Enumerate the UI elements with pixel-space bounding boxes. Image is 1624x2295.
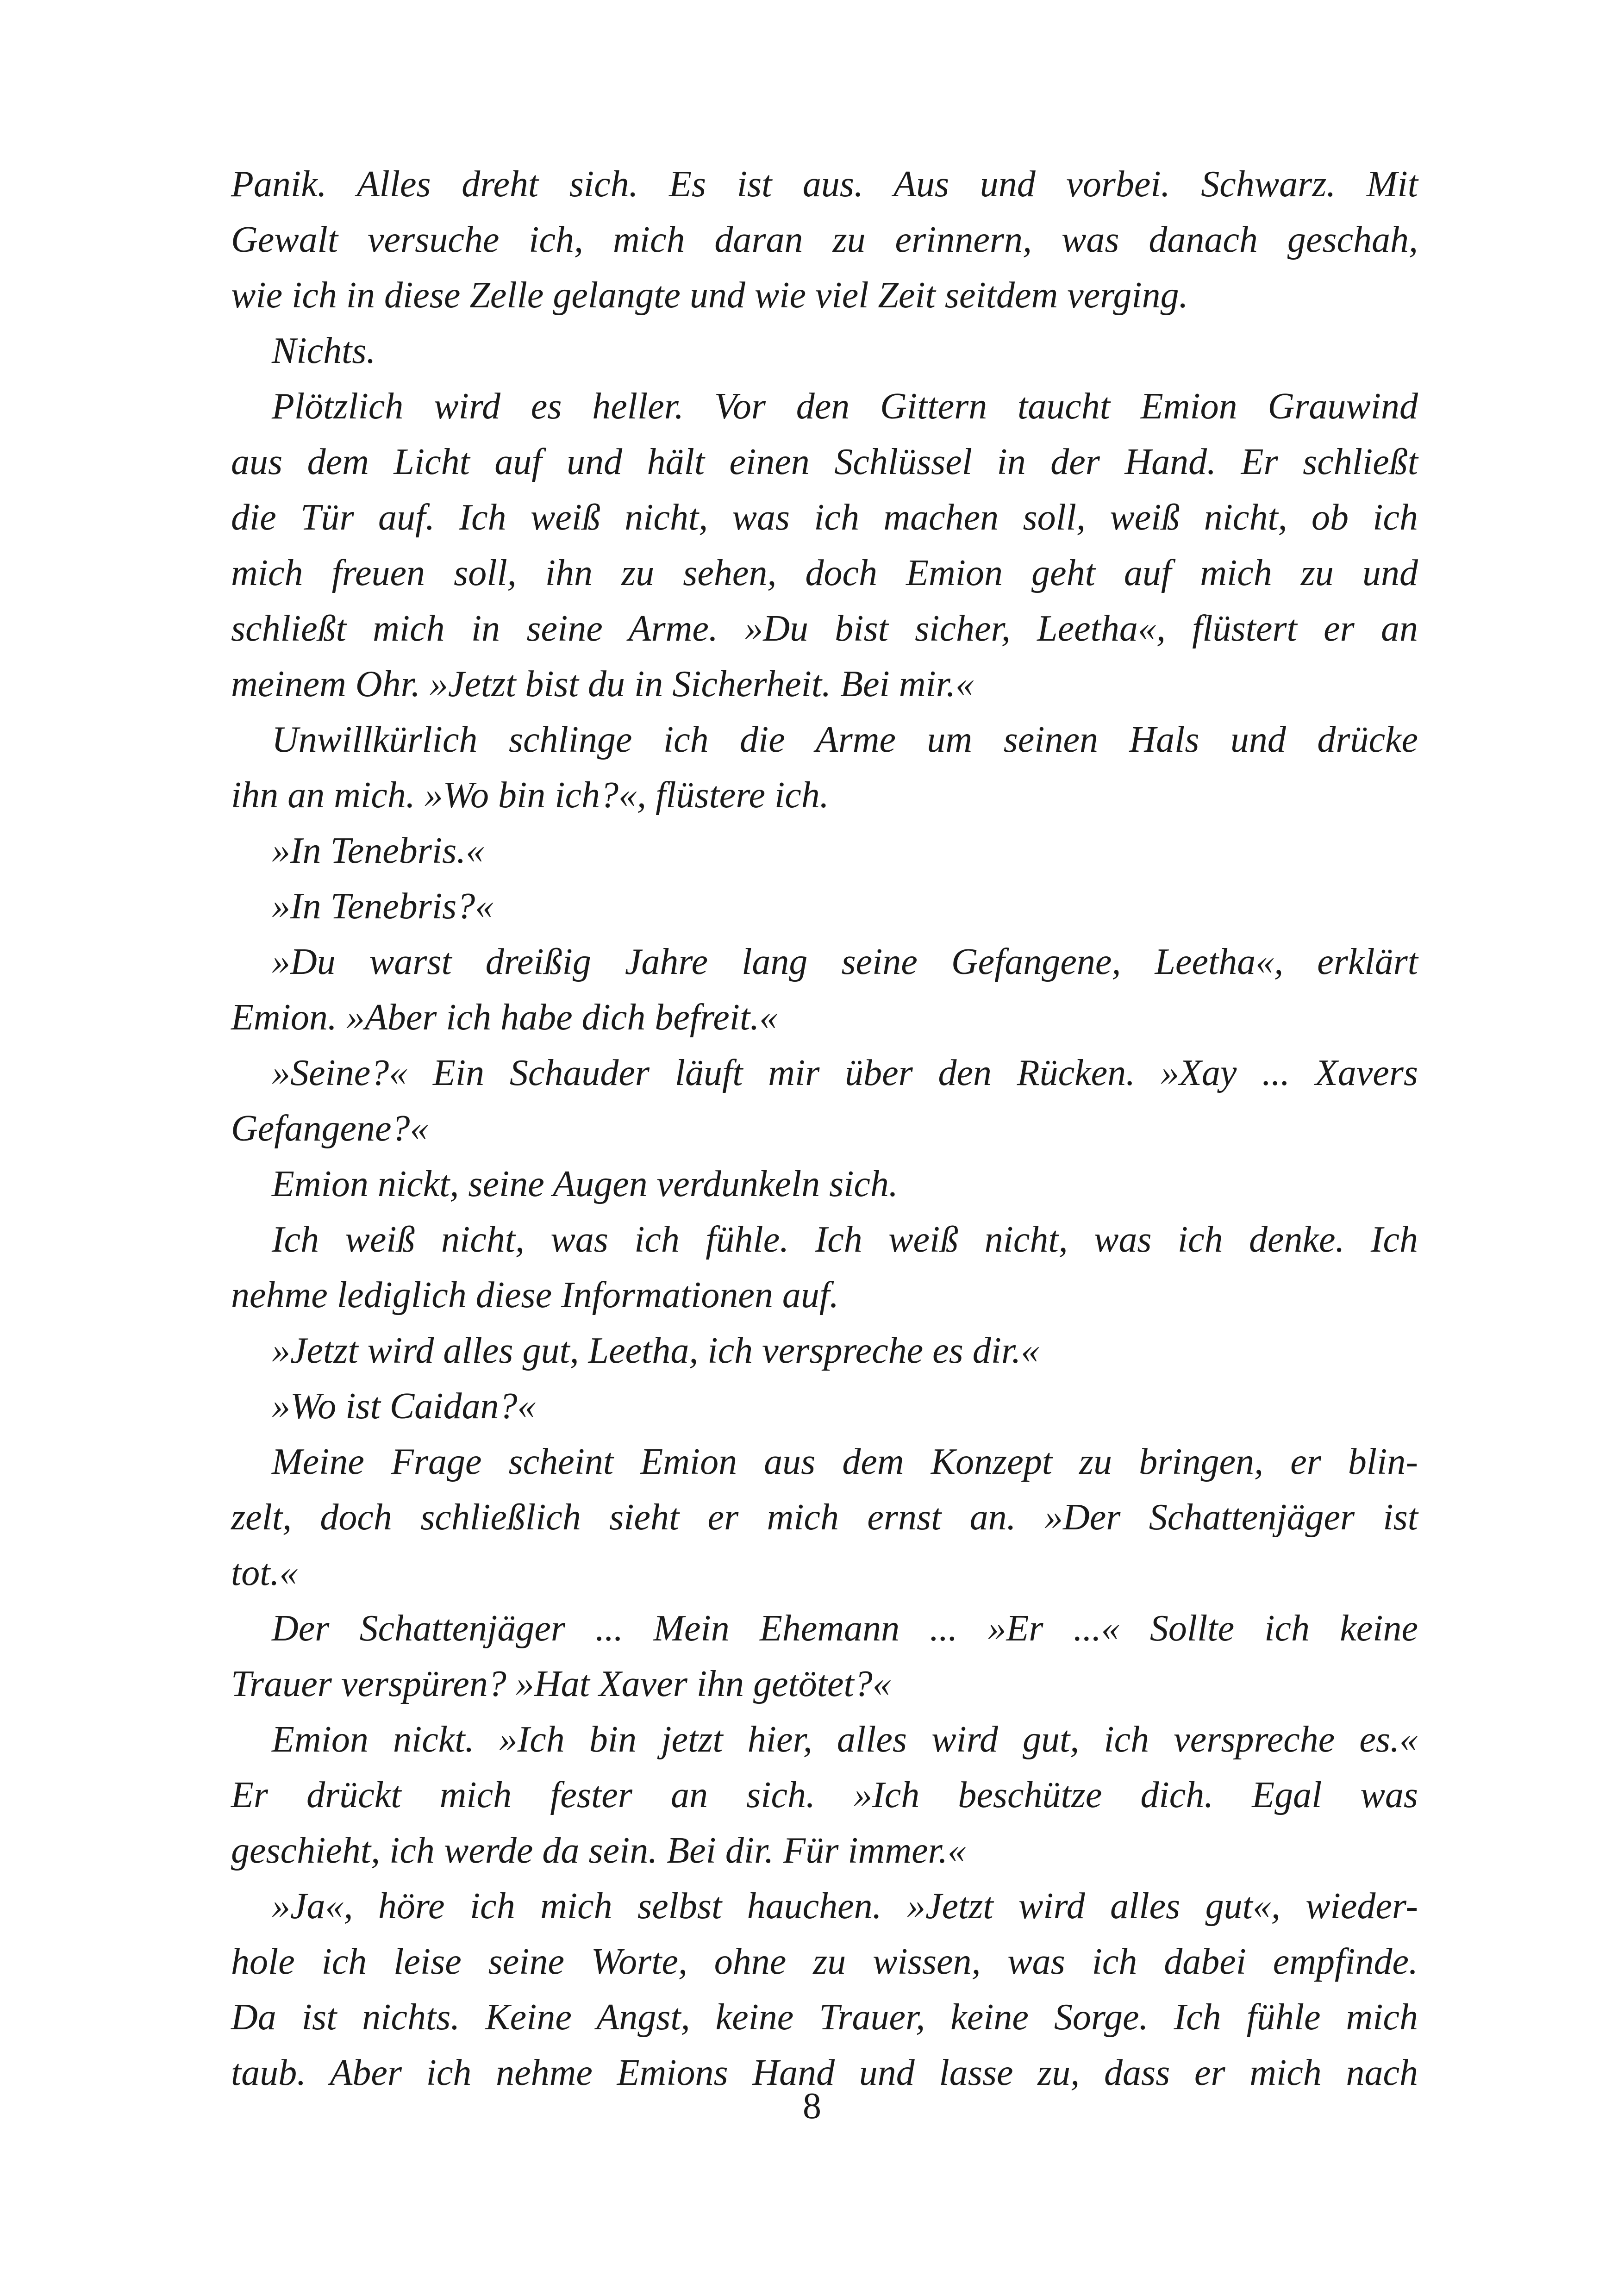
text-line: Nichts. <box>272 331 376 371</box>
text-line: »Wo ist Caidan?« <box>272 1386 536 1427</box>
text-line: Panik. Alles dreht sich. Es ist aus. Aus und vorbei. Schwarz. Mit <box>231 164 1418 205</box>
text-line: aus dem Licht auf und hält einen Schlüssel in der Hand. Er schließt <box>231 442 1418 482</box>
text-line: ihn an mich. »Wo bin ich?«, flüstere ich. <box>231 775 829 816</box>
text-line: Meine Frage scheint Emion aus dem Konzept zu bringen, er blin- <box>272 1441 1418 1482</box>
text-line: »Du warst dreißig Jahre lang seine Gefangene, Leetha«, erklärt <box>272 942 1418 982</box>
text-line: hole ich leise seine Worte, ohne zu wissen, was ich dabei empfinde. <box>231 1941 1418 1982</box>
text-line: Unwillkürlich schlinge ich die Arme um seinen Hals und drücke <box>272 719 1418 760</box>
text-line: Trauer verspüren? »Hat Xaver ihn getötet?« <box>231 1664 891 1704</box>
text-line: Da ist nichts. Keine Angst, keine Trauer, keine Sorge. Ich fühle mich <box>231 1997 1418 2038</box>
text-line: »In Tenebris.« <box>272 830 485 871</box>
text-line: Ich weiß nicht, was ich fühle. Ich weiß nicht, was ich denke. Ich <box>272 1219 1418 1260</box>
text-line: »In Tenebris?« <box>272 886 494 927</box>
text-line: »Seine?« Ein Schauder läuft mir über den Rücken. »Xay ... Xavers <box>272 1053 1418 1093</box>
text-line: Der Schattenjäger ... Mein Ehemann ... »Er ...« Sollte ich keine <box>272 1608 1418 1649</box>
text-line: wie ich in diese Zelle gelangte und wie viel Zeit seitdem verging. <box>231 275 1188 316</box>
page-number: 8 <box>803 2086 821 2127</box>
text-line: Plötzlich wird es heller. Vor den Gittern taucht Emion Grauwind <box>272 386 1418 427</box>
text-line: »Ja«, höre ich mich selbst hauchen. »Jetzt wird alles gut«, wieder- <box>272 1886 1418 1927</box>
text-line: Gefangene?« <box>231 1108 429 1149</box>
text-line: Emion nickt. »Ich bin jetzt hier, alles wird gut, ich verspreche es.« <box>272 1719 1418 1760</box>
text-line: Er drückt mich fester an sich. »Ich beschütze dich. Egal was <box>231 1775 1418 1815</box>
text-line: zelt, doch schließlich sieht er mich ernst an. »Der Schattenjäger ist <box>231 1497 1418 1538</box>
text-line: Emion nickt, seine Augen verdunkeln sich. <box>272 1164 898 1204</box>
text-line: Emion. »Aber ich habe dich befreit.« <box>231 997 778 1038</box>
text-line: mich freuen soll, ihn zu sehen, doch Emion geht auf mich zu und <box>231 553 1418 593</box>
text-line: nehme lediglich diese Informationen auf. <box>231 1275 839 1316</box>
text-line: schließt mich in seine Arme. »Du bist sicher, Leetha«, flüstert er an <box>231 608 1418 649</box>
text-line: Gewalt versuche ich, mich daran zu erinnern, was danach geschah, <box>231 219 1418 260</box>
body-text <box>231 156 1418 2101</box>
text-line: geschieht, ich werde da sein. Bei dir. Für immer.« <box>231 1830 966 1871</box>
text-line: meinem Ohr. »Jetzt bist du in Sicherheit. Bei mir.« <box>231 664 974 705</box>
text-line: taub. Aber ich nehme Emions Hand und lasse zu, dass er mich nach <box>231 2052 1418 2093</box>
text-line: tot.« <box>231 1553 298 1593</box>
text-line: »Jetzt wird alles gut, Leetha, ich verspreche es dir.« <box>272 1330 1040 1371</box>
text-line: die Tür auf. Ich weiß nicht, was ich machen soll, weiß nicht, ob ich <box>231 497 1418 538</box>
